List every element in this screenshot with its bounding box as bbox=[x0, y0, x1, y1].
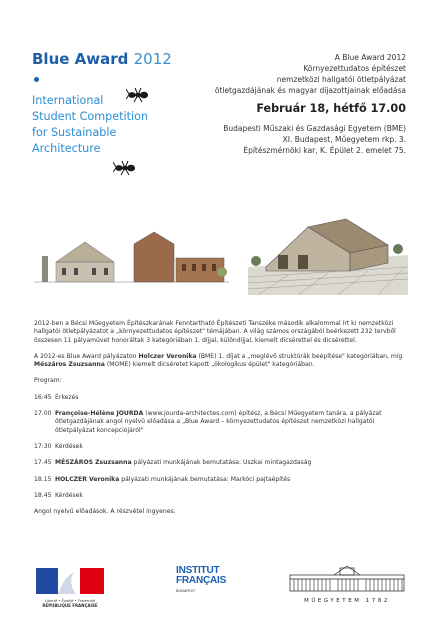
republique-francaise-logo bbox=[36, 568, 104, 608]
event-date: Február 18, hétfő 17.00 bbox=[256, 102, 406, 115]
program-desc bbox=[55, 410, 404, 435]
institut-francais-logo bbox=[176, 566, 232, 594]
program-time: 18.15 bbox=[34, 475, 52, 483]
venue-line: XI. Budapest, Műegyetem rkp. 3. bbox=[282, 135, 406, 144]
program-time: 18.45 bbox=[34, 491, 52, 499]
rf-name: RÉPUBLIQUE FRANÇAISE bbox=[42, 602, 98, 608]
program-time: 16:45 bbox=[34, 393, 52, 401]
brand-subtitle-line: Architecture bbox=[32, 142, 101, 155]
program-time: 17:30 bbox=[34, 442, 52, 450]
program-text: (www.jourda-architectes.com) építész, a Bécsi Műegyetem tanára, a pályázat ötletgazdájának angol nyelvű előadása a „Blue Award – környezettudatos építészet nemzetközi hallgatói ötletpályázat koncepciójáról" bbox=[55, 410, 382, 434]
winner-name: Mészáros Zsuzsanna bbox=[34, 361, 105, 369]
if-line1: INSTITUT bbox=[176, 565, 220, 576]
program-item bbox=[34, 476, 404, 484]
winners-text: (BME) 1. díjat a „meglévő struktúrák beépítése" kategóriában, míg bbox=[196, 352, 403, 360]
speaker-name: MÉSZÁROS Zsuzsanna bbox=[55, 459, 132, 467]
program-time: 17.00 bbox=[34, 410, 52, 418]
winner-name: Holczer Veronika bbox=[138, 352, 197, 360]
program-text: pályázati munkájának bemutatása: Markóci pajtaépítés bbox=[119, 475, 291, 483]
brand-dot-icon bbox=[34, 77, 39, 82]
event-line: nemzetközi hallgatói ötletpályázat bbox=[276, 75, 406, 84]
program-item bbox=[34, 443, 404, 451]
program-text: Kérdések bbox=[55, 442, 83, 450]
body-text bbox=[34, 320, 404, 524]
program-desc bbox=[55, 459, 404, 467]
program-text: Érkezés bbox=[55, 393, 79, 401]
university-building-icon bbox=[288, 563, 406, 593]
mu-text: MŰEGYETEM 1782 bbox=[304, 598, 390, 604]
event-line: A Blue Award 2012 bbox=[334, 53, 406, 62]
program-item bbox=[34, 459, 404, 467]
if-line2: FRANÇAIS bbox=[176, 575, 227, 586]
program-label: Program: bbox=[34, 377, 62, 385]
event-info bbox=[166, 52, 406, 156]
ant-icon bbox=[126, 86, 152, 104]
brand-year: 2012 bbox=[133, 50, 172, 68]
program-item bbox=[34, 492, 404, 500]
brand-subtitle-line: International bbox=[32, 94, 104, 107]
program-item bbox=[34, 410, 404, 435]
program-text: pályázati munkájának bemutatása: Uszkai mintagazdaság bbox=[131, 459, 312, 467]
program-time: 17.45 bbox=[34, 459, 52, 467]
winners-text: (MOME) kiemelt dicséretet kapott „ökologikus épület" kategóriában. bbox=[104, 361, 315, 369]
program-text: Kérdések bbox=[55, 491, 83, 499]
intro-paragraph: 2012-ben a Bécsi Műegyetem Építészkarának Fenntartható Építészeti Tanszéke második alkalommal írt ki nemzetközi hallgatói ötletpályázatot a „környezettudatos építészet" témájában. A világ számos országából beérkezett 232 tervből összesen 11 pályaművet honoráltak 3 kategóriában 1. díjjal, különdíjjal, kiemelt dicsérettel és dicsérettel. bbox=[34, 320, 396, 344]
closing-note: Angol nyelvű előadások. A részvétel ingyenes. bbox=[34, 508, 176, 516]
brand-subtitle bbox=[32, 93, 182, 157]
building-elevation-drawing bbox=[34, 222, 229, 290]
marianne-flag-icon bbox=[36, 568, 104, 594]
rf-motto: Liberté • Égalité • Fraternité bbox=[44, 599, 96, 603]
program-item bbox=[34, 394, 404, 402]
ant-icon bbox=[113, 159, 139, 177]
speaker-name: HOLCZER Veronika bbox=[55, 475, 120, 483]
brand-title bbox=[32, 50, 172, 68]
if-city: BUDAPEST bbox=[176, 589, 196, 593]
winners-text: A 2012-es Blue Award pályázaton bbox=[34, 352, 139, 360]
event-line: ötletgazdájának és magyar díjazottjainak előadása bbox=[214, 86, 406, 95]
winners-paragraph bbox=[34, 353, 404, 370]
brand-subtitle-line: for Sustainable bbox=[32, 126, 117, 139]
venue-line: Budapesti Műszaki és Gazdasági Egyetem (BME) bbox=[223, 124, 406, 133]
building-perspective-drawing bbox=[248, 205, 408, 295]
brand-title-text: Blue Award bbox=[32, 50, 129, 68]
brand-subtitle-line: Student Competition bbox=[32, 110, 149, 123]
event-line: Környezettudatos építészet bbox=[303, 64, 406, 73]
program-desc bbox=[55, 476, 404, 484]
venue-line: Építészmérnöki kar, K. Épület 2. emelet 75. bbox=[243, 146, 406, 155]
muegyetem-logo bbox=[288, 563, 406, 604]
speaker-name: Françoise-Hélène JOURDA bbox=[55, 410, 144, 418]
